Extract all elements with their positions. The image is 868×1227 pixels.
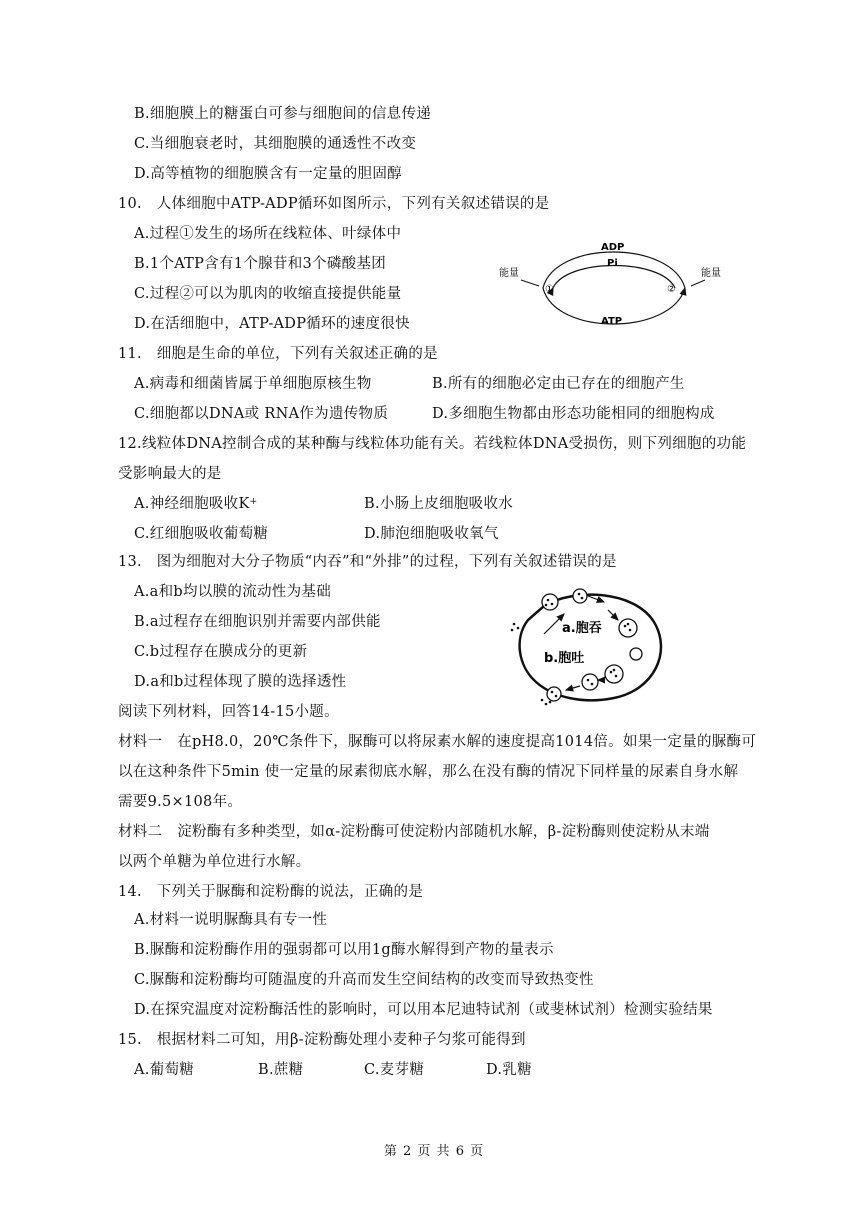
q12-option-c: C.红细胞吸收葡萄糖 (134, 526, 269, 542)
material-1-line-3: 需要9.5×108年。 (118, 794, 243, 810)
energy-right-line (691, 280, 705, 286)
q11-stem: 11. 细胞是生命的单位，下列有关叙述正确的是 (118, 346, 438, 362)
exocytosis-label: b.胞吐 (544, 651, 585, 666)
energy-left-label: 能量 (499, 268, 519, 279)
q9-option-d: D.高等植物的细胞膜含有一定量的胆固醇 (134, 166, 402, 182)
vesicle (542, 594, 558, 610)
vesicle (547, 687, 561, 701)
q10-option-a: A.过程①发生的场所在线粒体、叶绿体中 (134, 226, 402, 242)
q10-option-c: C.过程②可以为肌肉的收缩直接提供能量 (134, 286, 402, 302)
q15-stem: 15. 根据材料二可知，用β-淀粉酶处理小麦种子匀浆可能得到 (118, 1032, 526, 1048)
q13-option-c: C.b过程存在膜成分的更新 (134, 644, 308, 660)
material-1-line-2: 以在这种条件下5min 使一定量的尿素彻底水解，那么在没有酶的情况下同样量的尿素自身水解 (118, 764, 739, 780)
atp-label: ATP (601, 316, 623, 327)
q9-option-c: C.当细胞衰老时，其细胞膜的通透性不改变 (134, 136, 417, 152)
q12-option-b: B.小肠上皮细胞吸收水 (364, 496, 514, 512)
q15-option-d: D.乳糖 (486, 1062, 532, 1078)
q11-option-a: A.病毒和细菌皆属于单细胞原核生物 (134, 376, 372, 392)
reading-intro: 阅读下列材料，回答14-15小题。 (118, 704, 339, 720)
q12-option-a (134, 494, 257, 514)
adp-label: ADP (601, 242, 625, 253)
arrow (608, 610, 618, 620)
vesicle (630, 648, 642, 660)
q10-option-b: B.1个ATP含有1个腺苷和3个磷酸基团 (134, 256, 387, 272)
vesicle (582, 674, 598, 690)
q11-option-d: D.多细胞生物都由形态功能相同的细胞构成 (432, 406, 715, 422)
q12-option-a-text: A.神经细胞吸收K (134, 496, 250, 512)
arrow (544, 614, 564, 634)
q14-stem: 14. 下列关于脲酶和淀粉酶的说法，正确的是 (118, 884, 424, 900)
q15-option-b: B.蔗糖 (258, 1062, 304, 1078)
q14-option-d: D.在探究温度对淀粉酶活性的影响时，可以用本尼迪特试剂（或斐林试剂）检测实验结果 (134, 1002, 713, 1018)
q11-option-c: C.细胞都以DNA或 RNA作为遗传物质 (134, 406, 389, 422)
energy-right-label: 能量 (701, 268, 721, 279)
q14-option-c: C.脲酶和淀粉酶均可随温度的升高而发生空间结构的改变而导致热变性 (134, 972, 594, 988)
material-1-line-1: 材料一 在pH8.0，20℃条件下，脲酶可以将尿素水解的速度提高1014倍。如果一定量的脲酶可 (118, 734, 757, 750)
q9-option-b: B.细胞膜上的糖蛋白可参与细胞间的信息传递 (134, 106, 432, 122)
endocytosis-label: a.胞吞 (562, 621, 602, 636)
vesicle (605, 665, 623, 683)
q12-stem-line-2: 受影响最大的是 (118, 466, 222, 482)
vesicle (619, 619, 637, 637)
energy-left-line (521, 280, 539, 286)
endocytosis-exocytosis-diagram (504, 582, 668, 710)
atp-adp-cycle-diagram (495, 236, 735, 328)
q14-option-b: B.脲酶和淀粉酶作用的强弱都可以用1g酶水解得到产物的量表示 (134, 942, 554, 958)
material-2-line-2: 以两个单糖为单位进行水解。 (118, 854, 311, 870)
arrow (566, 686, 580, 690)
material-2-line-1: 材料二 淀粉酶有多种类型，如α-淀粉酶可使淀粉内部随机水解，β-淀粉酶则使淀粉从末端 (118, 824, 710, 840)
q12-stem-line-1: 12.线粒体DNA控制合成的某种酶与线粒体功能有关。若线粒体DNA受损伤，则下列细胞的功能 (118, 436, 747, 452)
q14-option-a: A.材料一说明脲酶具有专一性 (134, 912, 328, 928)
step-2-label: ② (667, 284, 676, 295)
q15-option-c: C.麦芽糖 (364, 1062, 425, 1078)
pi-label: Pi (607, 258, 618, 269)
q15-option-a: A.葡萄糖 (134, 1062, 195, 1078)
arrow (588, 596, 604, 602)
q10-stem: 10. 人体细胞中ATP-ADP循环如图所示，下列有关叙述错误的是 (118, 196, 550, 212)
vesicle (573, 589, 587, 603)
q12-option-a-superscript: + (249, 497, 258, 507)
q12-option-d: D.肺泡细胞吸收氧气 (364, 526, 499, 542)
q10-option-d: D.在活细胞中，ATP-ADP循环的速度很快 (134, 316, 410, 332)
q11-option-b: B.所有的细胞必定由已存在的细胞产生 (432, 376, 685, 392)
q13-option-a: A.a和b均以膜的流动性为基础 (134, 584, 332, 600)
q13-stem: 13. 图为细胞对大分子物质“内吞”和“外排”的过程，下列有关叙述错误的是 (118, 554, 617, 570)
step-1-label: ① (545, 284, 554, 295)
q13-option-b: B.a过程存在细胞识别并需要内部供能 (134, 614, 381, 630)
q13-option-d: D.a和b过程体现了膜的选择透性 (134, 674, 347, 690)
page-footer: 第 2 页 共 6 页 (383, 1144, 485, 1159)
